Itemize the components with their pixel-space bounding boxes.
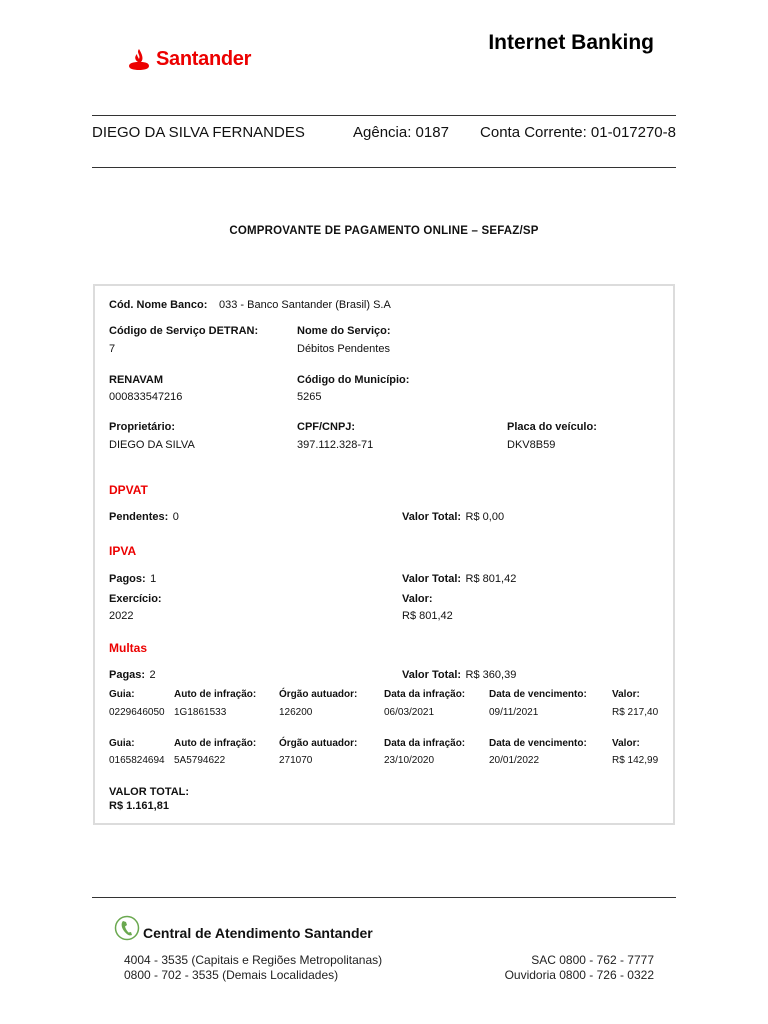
renavam-value: 000833547216 bbox=[109, 391, 183, 403]
phone-other-locations: 0800 - 702 - 3535 (Demais Localidades) bbox=[124, 968, 339, 982]
ipva-year-value: 2022 bbox=[109, 610, 134, 622]
fine-header-valor: Valor: bbox=[612, 738, 640, 749]
fine-auto: 1G1861533 bbox=[174, 707, 227, 718]
dpvat-total-value: R$ 0,00 bbox=[465, 511, 505, 523]
renavam-label: RENAVAM bbox=[109, 374, 163, 386]
santander-logo bbox=[128, 42, 251, 76]
footer-title: Central de Atendimento Santander bbox=[143, 925, 373, 941]
fine-orgao: 271070 bbox=[279, 755, 313, 766]
fine-header-vencimento: Data de vencimento: bbox=[489, 689, 587, 700]
dpvat-pending bbox=[109, 507, 179, 525]
footer-divider bbox=[92, 897, 676, 898]
grand-total-label: VALOR TOTAL: bbox=[109, 786, 190, 798]
cpf-label: CPF/CNPJ: bbox=[297, 421, 356, 433]
multas-heading: Multas bbox=[109, 641, 148, 655]
fine-header-data-infracao: Data da infração: bbox=[384, 738, 466, 749]
phone-icon bbox=[114, 915, 140, 946]
phone-capitals: 4004 - 3535 (Capitais e Regiões Metropolitanas) bbox=[124, 953, 383, 967]
fine-header-guia: Guia: bbox=[109, 738, 135, 749]
ipva-paid-value: 1 bbox=[150, 573, 157, 585]
ipva-total-label: Valor Total: bbox=[402, 573, 462, 585]
fine-valor: R$ 217,40 bbox=[612, 707, 659, 718]
multas-total-value: R$ 360,39 bbox=[465, 669, 517, 681]
brand-name: Santander bbox=[156, 47, 252, 70]
municipio-value: 5265 bbox=[297, 391, 322, 403]
service-name-label: Nome do Serviço: bbox=[297, 325, 391, 337]
dpvat-pending-label: Pendentes: bbox=[109, 511, 169, 523]
fine-header-data-infracao: Data da infração: bbox=[384, 689, 466, 700]
ipva-value-value: R$ 801,42 bbox=[402, 610, 453, 622]
ipva-year-label: Exercício: bbox=[109, 593, 162, 605]
bank-label: Cód. Nome Banco: bbox=[109, 299, 208, 311]
fine-vencimento: 20/01/2022 bbox=[489, 755, 540, 766]
fine-guia: 0165824694 bbox=[109, 755, 165, 766]
fine-header-orgao: Órgão autuador: bbox=[279, 738, 358, 749]
fine-data-infracao: 23/10/2020 bbox=[384, 755, 435, 766]
plate-value: DKV8B59 bbox=[507, 439, 556, 451]
plate-label: Placa do veículo: bbox=[507, 421, 597, 433]
sac-phone: SAC 0800 - 762 - 7777 bbox=[531, 953, 654, 967]
bank-value: 033 - Banco Santander (Brasil) S.A bbox=[219, 299, 391, 311]
fine-header-auto: Auto de infração: bbox=[174, 738, 257, 749]
multas-total bbox=[402, 665, 516, 683]
ipva-value-label: Valor: bbox=[402, 593, 433, 605]
ipva-heading: IPVA bbox=[109, 544, 137, 558]
grand-total-value: R$ 1.161,81 bbox=[109, 800, 169, 812]
service-name-value: Débitos Pendentes bbox=[297, 343, 390, 355]
fine-header-valor: Valor: bbox=[612, 689, 640, 700]
service-code-value: 7 bbox=[109, 343, 116, 355]
multas-paid-value: 2 bbox=[149, 669, 156, 681]
multas-total-label: Valor Total: bbox=[402, 669, 462, 681]
owner-value: DIEGO DA SILVA bbox=[109, 439, 195, 451]
fine-header-guia: Guia: bbox=[109, 689, 135, 700]
fine-data-infracao: 06/03/2021 bbox=[384, 707, 435, 718]
multas-paid-label: Pagas: bbox=[109, 669, 146, 681]
account-divider bbox=[92, 167, 676, 168]
ombudsman-phone: Ouvidoria 0800 - 726 - 0322 bbox=[504, 968, 654, 982]
dpvat-heading: DPVAT bbox=[109, 483, 148, 497]
fine-vencimento: 09/11/2021 bbox=[489, 707, 539, 718]
owner-label: Proprietário: bbox=[109, 421, 176, 433]
dpvat-pending-value: 0 bbox=[172, 511, 179, 523]
fine-valor: R$ 142,99 bbox=[612, 755, 659, 766]
page-title: Internet Banking bbox=[488, 31, 654, 54]
fine-header-auto: Auto de infração: bbox=[174, 689, 257, 700]
fine-orgao: 126200 bbox=[279, 707, 313, 718]
top-divider bbox=[92, 115, 676, 116]
dpvat-total-label: Valor Total: bbox=[402, 511, 462, 523]
municipio-label: Código do Município: bbox=[297, 374, 410, 386]
ipva-paid bbox=[109, 569, 156, 587]
customer-name: DIEGO DA SILVA FERNANDES bbox=[92, 124, 305, 141]
ipva-total-value: R$ 801,42 bbox=[465, 573, 517, 585]
fine-header-orgao: Órgão autuador: bbox=[279, 689, 358, 700]
service-code-label: Código de Serviço DETRAN: bbox=[109, 325, 259, 337]
agency-number: Agência: 0187 bbox=[353, 124, 449, 141]
fine-header-vencimento: Data de vencimento: bbox=[489, 738, 587, 749]
ipva-total bbox=[402, 569, 516, 587]
document-title: COMPROVANTE DE PAGAMENTO ONLINE – SEFAZ/SP bbox=[229, 225, 539, 237]
fine-auto: 5A5794622 bbox=[174, 755, 226, 766]
ipva-paid-label: Pagos: bbox=[109, 573, 146, 585]
flame-icon bbox=[128, 48, 150, 70]
multas-paid bbox=[109, 665, 156, 683]
cpf-value: 397.112.328-71 bbox=[297, 439, 374, 451]
dpvat-total bbox=[402, 507, 504, 525]
checking-account: Conta Corrente: 01-017270-8 bbox=[480, 124, 676, 141]
fine-guia: 0229646050 bbox=[109, 707, 165, 718]
